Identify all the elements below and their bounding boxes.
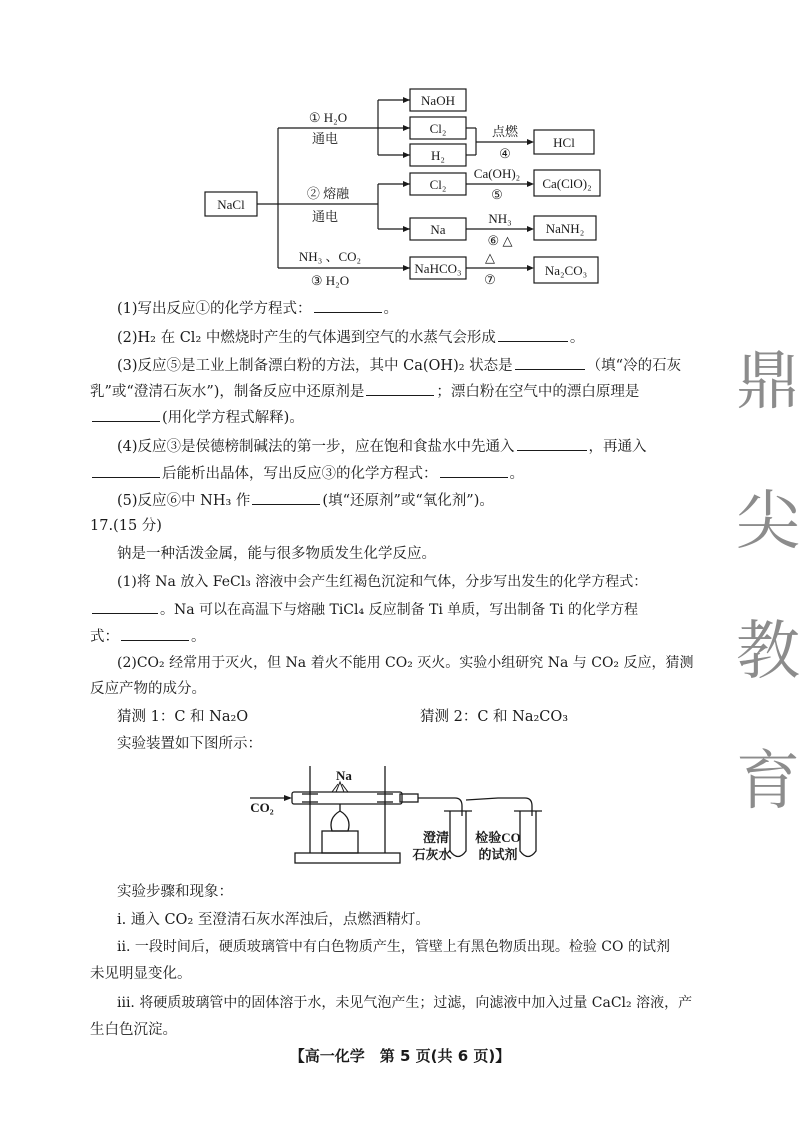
q17-s2-line1: ii. 一段时间后，硬质玻璃管中有白色物质产生，管壁上有黑色物质出现。检验 CO 的试剂 xyxy=(117,939,670,955)
hcl-label: HCl xyxy=(553,135,575,150)
q16-p3-e: (用化学方程式解释)。 xyxy=(162,410,304,426)
apparatus-co-label-2: 的试剂 xyxy=(478,847,518,862)
q17-p1-line2 xyxy=(90,599,638,620)
caclo2-label: Ca(ClO)₂ xyxy=(542,176,592,191)
q16-p3-line1 xyxy=(117,355,681,376)
r1-bottom-label: 通电 xyxy=(311,131,339,146)
answer-blank[interactable] xyxy=(366,381,434,396)
q16-p2-text: (2)H₂ 在 Cl₂ 中燃烧时产生的气体遇到空气的水蒸气会形成 xyxy=(117,330,496,346)
answer-blank[interactable] xyxy=(440,463,508,478)
q16-p1-text: (1)写出反应①的化学方程式： xyxy=(117,301,312,317)
q17-s3-line1: iii. 将硬质玻璃管中的固体溶于水，未见气泡产生；过滤，向滤液中加入过量 CaCl₂ 溶液，产 xyxy=(117,995,693,1011)
q17-s3-line2: 生白色沉淀。 xyxy=(90,1022,177,1038)
side-watermark-2: 尖 xyxy=(736,485,800,559)
r7-label: ⑦ xyxy=(484,272,496,287)
r6-label: ⑥ △ xyxy=(487,233,513,248)
apparatus-na-label: Na xyxy=(336,768,352,783)
apparatus-co2-label: CO₂ xyxy=(250,800,274,815)
nahco3-label: NaHCO₃ xyxy=(414,261,462,276)
q17-guess2: 猜测 2：C 和 Na₂CO₃ xyxy=(420,709,569,725)
na2co3-label: Na₂CO₃ xyxy=(544,263,588,278)
nacl-label: NaCl xyxy=(217,197,245,212)
side-watermark-3: 教 xyxy=(736,615,800,689)
answer-blank[interactable] xyxy=(252,490,320,505)
answer-blank[interactable] xyxy=(515,355,585,370)
caoh2-label: Ca(OH)₂ xyxy=(473,166,521,181)
q17-p2-line1: (2)CO₂ 经常用于灭火，但 Na 着火不能用 CO₂ 灭火。实验小组研究 Na 与 CO₂ 反应，猜测 xyxy=(117,655,694,671)
apparatus-figure xyxy=(240,756,560,876)
answer-blank[interactable] xyxy=(92,407,160,422)
answer-blank[interactable] xyxy=(121,626,189,641)
answer-blank[interactable] xyxy=(498,327,568,342)
answer-blank[interactable] xyxy=(314,298,382,313)
r3-top-label: NH₃ 、CO₂ xyxy=(298,249,362,264)
q17-p2-line2: 反应产物的成分。 xyxy=(90,681,206,697)
r4-label: ④ xyxy=(499,146,511,161)
q16-p3-b: （填“冷的石灰 xyxy=(586,358,682,374)
q16-p4-c: 后能析出晶体，写出反应③的化学方程式： xyxy=(162,466,438,482)
q16-p4-d: 。 xyxy=(509,466,524,482)
q17-p1-d: 。 xyxy=(191,629,206,645)
q16-p2 xyxy=(117,327,584,348)
dianran-label: 点燃 xyxy=(491,124,519,139)
q16-p1 xyxy=(117,298,398,319)
r1-top-label: ① H₂O xyxy=(308,110,348,125)
r5-label: ⑤ xyxy=(491,187,503,202)
side-watermark-1: 鼎 xyxy=(736,345,800,419)
q16-p3-c: 乳”或“澄清石灰水”)，制备反应中还原剂是 xyxy=(90,384,365,400)
nh3-label: NH₃ xyxy=(488,211,512,226)
r2-bottom-label: 通电 xyxy=(311,209,339,224)
answer-blank[interactable] xyxy=(92,599,158,614)
q17-s1: i. 通入 CO₂ 至澄清石灰水浑浊后，点燃酒精灯。 xyxy=(117,912,430,928)
apparatus-lime-label-1: 澄清 xyxy=(422,830,450,845)
naoh-label: NaOH xyxy=(421,93,455,108)
q17-guess1: 猜测 1：C 和 Na₂O xyxy=(117,709,249,725)
answer-blank[interactable] xyxy=(517,436,587,451)
na-label: Na xyxy=(430,222,446,237)
q16-p2-end: 。 xyxy=(569,330,585,346)
q17-intro: 钠是一种活泼金属，能与很多物质发生化学反应。 xyxy=(117,546,436,562)
cl2-a-label: Cl₂ xyxy=(429,121,447,136)
q16-p1-end: 。 xyxy=(383,301,399,317)
nanh2-label: NaNH₂ xyxy=(545,221,585,236)
q16-p4-line2 xyxy=(90,463,524,484)
q16-p5 xyxy=(117,490,494,511)
q17-setup: 实验装置如下图所示： xyxy=(117,736,262,752)
reaction-diagram xyxy=(0,0,800,300)
q16-p3-d: ；漂白粉在空气中的漂白原理是 xyxy=(436,384,640,400)
r2-top-label: ② 熔融 xyxy=(306,186,350,201)
q17-p1-b: 。Na 可以在高温下与熔融 TiCl₄ 反应制备 Ti 单质，写出制备 Ti 的化学方程 xyxy=(160,602,638,618)
h2-label: H₂ xyxy=(431,148,445,163)
q16-p4-b: ，再通入 xyxy=(588,439,647,455)
q17-p1-c: 式： xyxy=(90,629,119,645)
q17-p1-line3 xyxy=(90,626,206,647)
apparatus-lime-label-2: 石灰水 xyxy=(412,847,452,862)
answer-blank[interactable] xyxy=(92,463,160,478)
q16-p3-line2 xyxy=(90,381,639,402)
q16-p3-a: (3)反应⑤是工业上制备漂白粉的方法，其中 Ca(OH)₂ 状态是 xyxy=(117,358,513,374)
side-watermark-4: 育 xyxy=(736,745,800,819)
q17-s2-line2: 未见明显变化。 xyxy=(90,966,192,982)
q16-p5-b: (填“还原剂”或“氧化剂”)。 xyxy=(322,493,494,509)
apparatus-co-label-1: 检验CO xyxy=(475,830,521,845)
cl2-b-label: Cl₂ xyxy=(429,177,447,192)
page-footer: 【高一化学 第 5 页(共 6 页)】 xyxy=(289,1047,511,1065)
q16-p3-line3 xyxy=(90,407,304,428)
q16-p4-line1 xyxy=(117,436,647,457)
q17-steps: 实验步骤和现象： xyxy=(117,884,233,900)
q17-head: 17.(15 分) xyxy=(90,518,162,534)
r3-bottom-label: ③ H₂O xyxy=(310,273,350,288)
delta-label: △ xyxy=(485,250,495,265)
q16-p5-a: (5)反应⑥中 NH₃ 作 xyxy=(117,493,251,509)
q16-p4-a: (4)反应③是侯德榜制碱法的第一步，应在饱和食盐水中先通入 xyxy=(117,439,515,455)
q17-p1-line1: (1)将 Na 放入 FeCl₃ 溶液中会产生红褐色沉淀和气体，分步写出发生的化学方程式： xyxy=(117,574,648,590)
